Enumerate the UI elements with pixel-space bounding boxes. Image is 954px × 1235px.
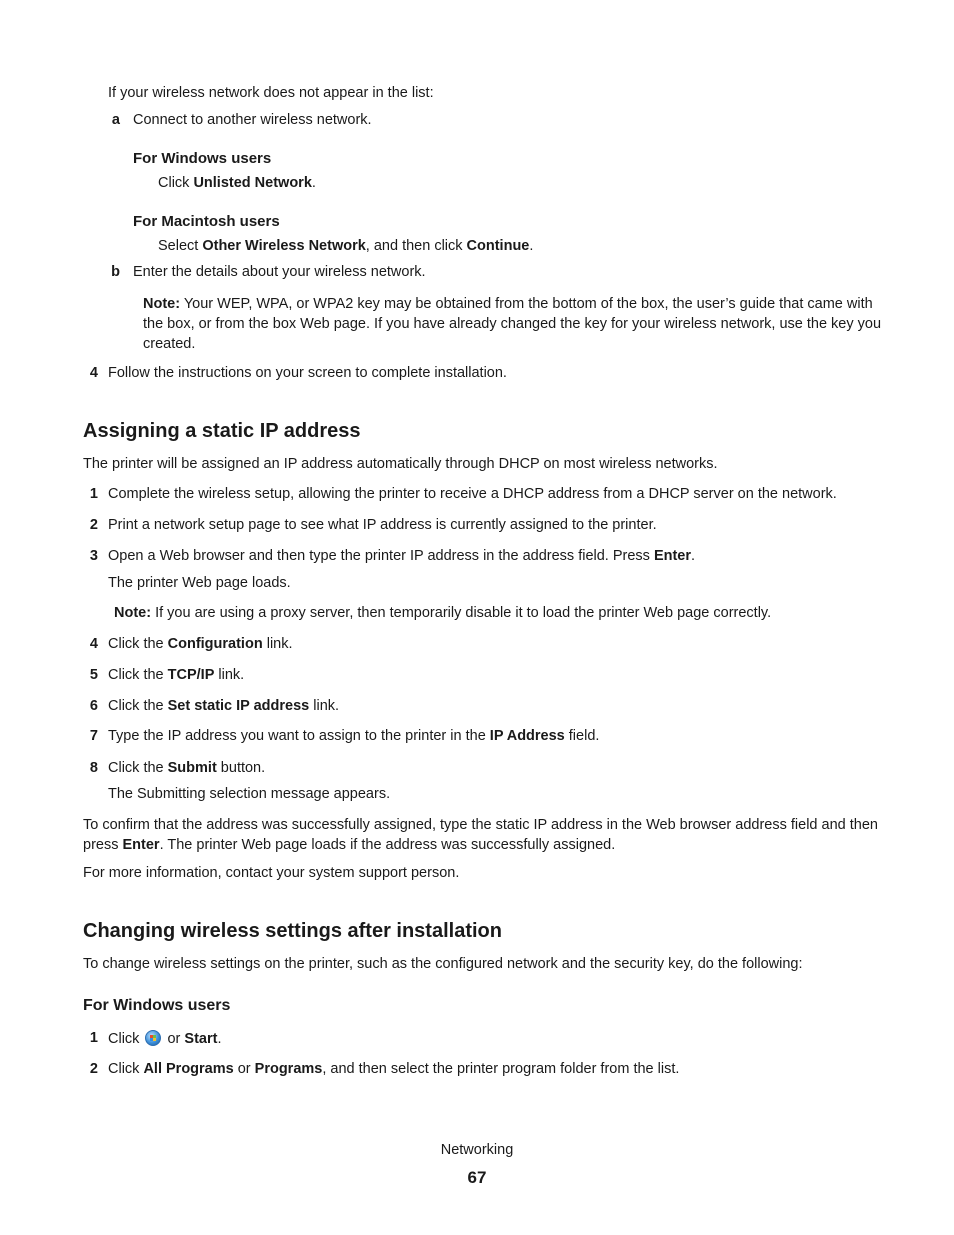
static-step-3-text: Open a Web browser and then type the printer IP address in the address field. Press Enter.: [108, 548, 696, 564]
page-number: 67: [467, 1168, 487, 1187]
section-heading-wireless: Changing wireless settings after installation: [83, 920, 502, 942]
step-number-4: 4: [89, 365, 98, 381]
static-step-4-text: Click the Configuration link.: [108, 636, 293, 652]
wireless-step-2-text: Click All Programs or Programs, and then select the printer program folder from the list.: [108, 1061, 680, 1077]
windows-users-subheading: For Windows users: [83, 997, 231, 1014]
step-letter-b: b: [111, 264, 120, 280]
static-step-3-result: The printer Web page loads.: [108, 575, 291, 591]
more-info-text: For more information, contact your system support person.: [83, 865, 460, 881]
note-wep-key: Note: Your WEP, WPA, or WPA2 key may be obtained from the bottom of the box, the user’s guide that came with the box, or from the box Web page. If you have already changed the key for your wireless network, use the key you created.: [143, 296, 882, 352]
static-step-1-text: Complete the wireless setup, allowing the printer to receive a DHCP address from a DHCP server on the network.: [108, 486, 837, 502]
windows-users-heading: For Windows users: [133, 150, 272, 167]
static-step-5-text: Click the TCP/IP link.: [108, 667, 245, 683]
step-number-8: 8: [89, 760, 98, 776]
confirm-paragraph: To confirm that the address was successfully assigned, type the static IP address in the Web browser address field and then press Enter. The printer Web page loads if the address was successfully assigned.: [83, 817, 878, 853]
step-number-5: 5: [89, 667, 98, 683]
static-step-7-text: Type the IP address you want to assign to the printer in the IP Address field.: [108, 728, 600, 744]
step-number-1: 1: [89, 1030, 98, 1046]
wireless-intro: To change wireless settings on the printer, such as the configured network and the security key, do the following:: [83, 956, 803, 972]
windows-instruction: Click Unlisted Network.: [158, 175, 316, 191]
intro-text: If your wireless network does not appear in the list:: [108, 85, 434, 101]
static-step-6-text: Click the Set static IP address link.: [108, 698, 340, 714]
step-number-1: 1: [89, 486, 98, 502]
step-4-text: Follow the instructions on your screen to complete installation.: [108, 365, 507, 381]
section-heading-static-ip: Assigning a static IP address: [83, 420, 361, 442]
macintosh-users-heading: For Macintosh users: [133, 213, 280, 230]
step-letter-a: a: [111, 112, 120, 128]
step-b-text: Enter the details about your wireless network.: [133, 264, 426, 280]
windows-start-orb-icon: [145, 1030, 161, 1046]
static-step-8-text: Click the Submit button.: [108, 760, 266, 776]
step-number-4: 4: [89, 636, 98, 652]
static-step-2-text: Print a network setup page to see what IP address is currently assigned to the printer.: [108, 517, 657, 533]
footer-section-name: Networking: [440, 1142, 514, 1158]
macintosh-instruction: Select Other Wireless Network, and then click Continue.: [158, 238, 534, 254]
note-proxy-server: Note: If you are using a proxy server, then temporarily disable it to load the printer Web page correctly.: [114, 605, 772, 621]
step-number-7: 7: [89, 728, 98, 744]
step-number-6: 6: [89, 698, 98, 714]
static-step-8-result: The Submitting selection message appears.: [108, 786, 391, 802]
step-a-text: Connect to another wireless network.: [133, 112, 372, 128]
wireless-step-1-text: Click or Start.: [108, 1031, 222, 1047]
static-ip-intro: The printer will be assigned an IP address automatically through DHCP on most wireless networks.: [83, 456, 718, 472]
step-number-2: 2: [89, 1061, 98, 1077]
step-number-3: 3: [89, 548, 98, 564]
step-number-2: 2: [89, 517, 98, 533]
